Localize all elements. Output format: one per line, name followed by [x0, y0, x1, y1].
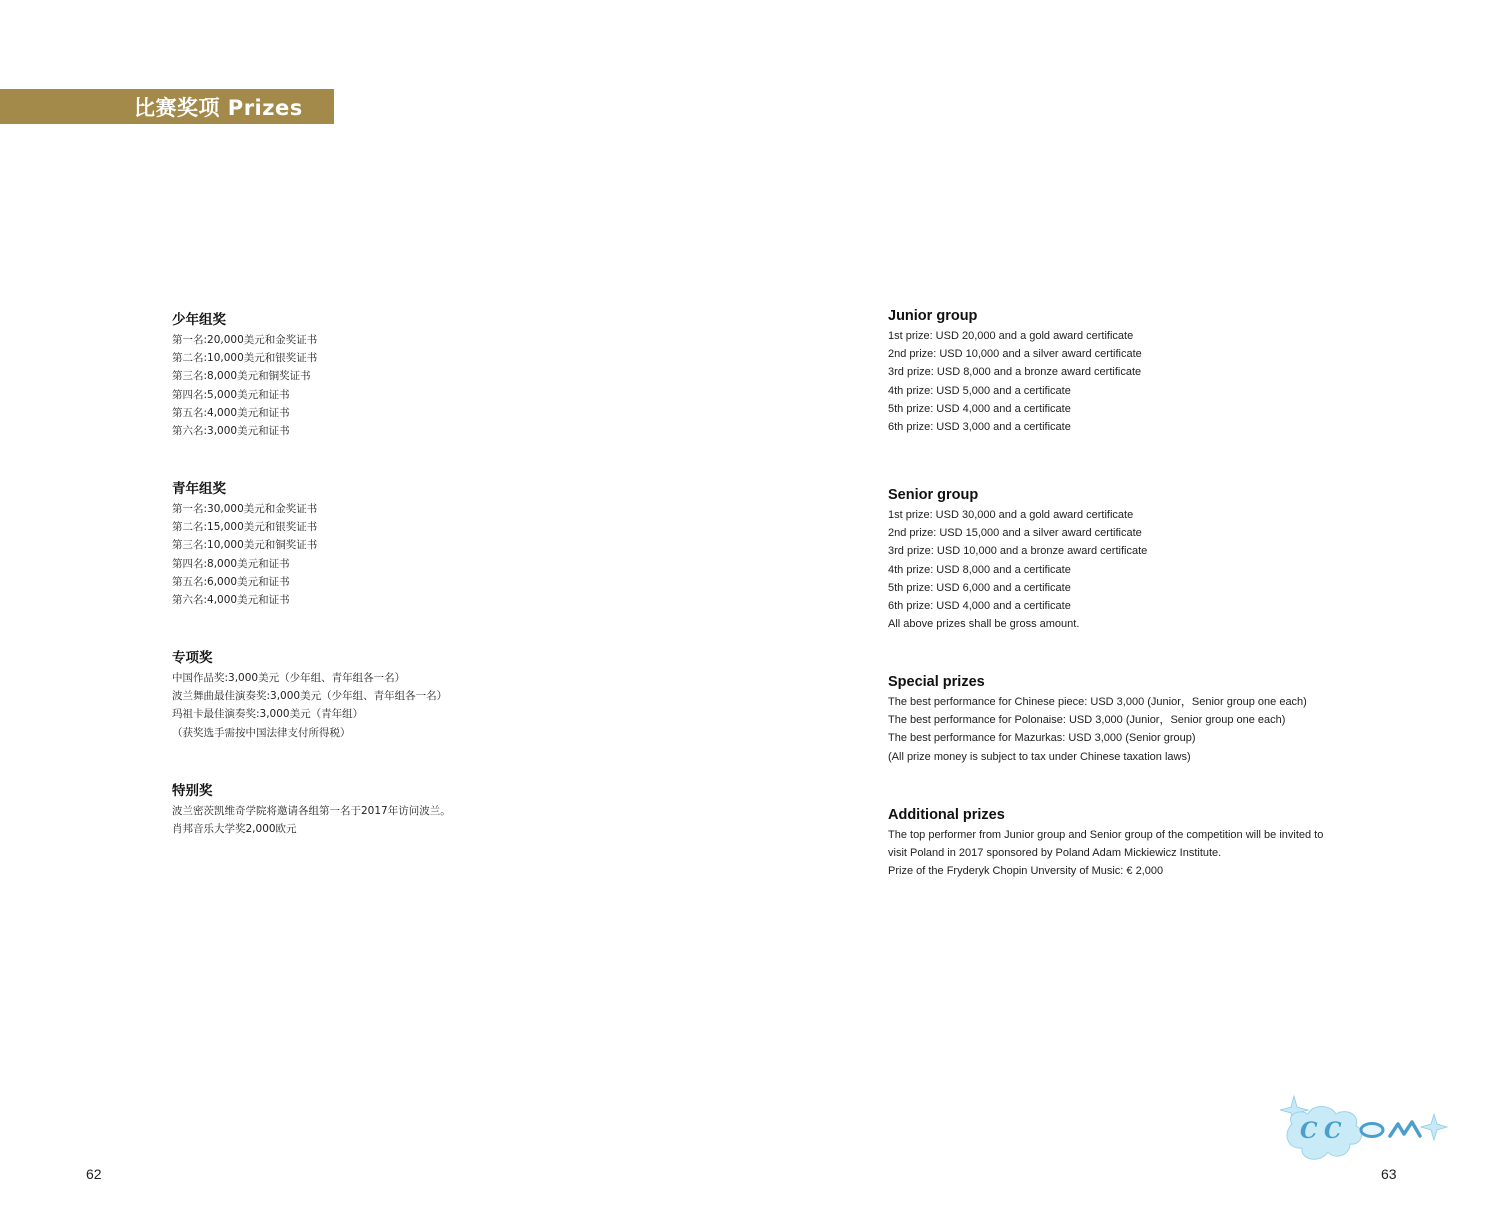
cn-additional-line: 肖邦音乐大学奖2,000欧元 — [172, 823, 297, 836]
en-junior-heading: Junior group — [888, 308, 978, 324]
en-senior-line: 5th prize: USD 6,000 and a certificate — [888, 581, 1071, 594]
page-number-left: 62 — [86, 1166, 102, 1182]
cn-senior-line: 第五名:6,000美元和证书 — [172, 575, 290, 588]
cn-junior-line: 第六名:3,000美元和证书 — [172, 424, 290, 437]
en-special-line: The best performance for Chinese piece: USD 3,000 (Junior，Senior group one each) — [888, 696, 1307, 708]
en-special-line: The best performance for Mazurkas: USD 3,000 (Senior group) — [888, 732, 1196, 745]
en-senior-line: 6th prize: USD 4,000 and a certificate — [888, 599, 1071, 612]
en-junior-line: 3rd prize: USD 8,000 and a bronze award certificate — [888, 366, 1142, 379]
en-senior-line: 1st prize: USD 30,000 and a gold award certificate — [888, 509, 1134, 521]
en-senior-note: All above prizes shall be gross amount. — [888, 618, 1080, 631]
en-junior-line: 2nd prize: USD 10,000 and a silver award certificate — [888, 348, 1142, 361]
cn-senior-heading: 青年组奖 — [172, 481, 226, 497]
cn-special-line: 波兰舞曲最佳演奏奖:3,000美元（少年组、青年组各一名） — [172, 690, 448, 703]
cn-junior-line: 第二名:10,000美元和银奖证书 — [172, 352, 318, 365]
cn-additional-line: 波兰密茨凯维奇学院将邀请各组第一名于2017年访问波兰。 — [172, 805, 451, 817]
cn-special-section — [172, 647, 447, 742]
cn-senior-section — [172, 478, 317, 609]
cn-senior-line: 第六名:4,000美元和证书 — [172, 593, 290, 606]
en-senior-line: 2nd prize: USD 15,000 and a silver award certificate — [888, 527, 1142, 540]
page-number-right: 63 — [1381, 1166, 1397, 1182]
en-additional-line: visit Poland in 2017 sponsored by Poland Adam Mickiewicz Institute. — [888, 847, 1222, 860]
en-special-section — [888, 671, 1307, 766]
page-title: 比赛奖项 Prizes — [134, 95, 303, 120]
cn-senior-line: 第四名:8,000美元和证书 — [172, 557, 290, 570]
cn-junior-section — [172, 309, 317, 440]
svg-text:C: C — [1300, 1118, 1318, 1144]
en-junior-section — [888, 305, 1142, 436]
svg-text:C: C — [1324, 1118, 1342, 1144]
cn-junior-line: 第一名:20,000美元和金奖证书 — [172, 334, 318, 346]
cn-junior-line: 第四名:5,000美元和证书 — [172, 388, 290, 401]
en-senior-line: 4th prize: USD 8,000 and a certificate — [888, 563, 1071, 576]
en-senior-section — [888, 484, 1147, 633]
cn-senior-line: 第三名:10,000美元和铜奖证书 — [172, 539, 318, 552]
en-additional-section — [888, 804, 1323, 881]
cn-special-line: 玛祖卡最佳演奏奖:3,000美元（青年组） — [172, 708, 364, 721]
en-special-line: (All prize money is subject to tax under Chinese taxation laws) — [888, 750, 1191, 763]
cn-special-line: （获奖选手需按中国法律支付所得税） — [172, 726, 351, 739]
en-junior-line: 6th prize: USD 3,000 and a certificate — [888, 420, 1071, 433]
en-special-heading: Special prizes — [888, 674, 985, 690]
en-junior-line: 5th prize: USD 4,000 and a certificate — [888, 402, 1071, 415]
en-additional-line: Prize of the Fryderyk Chopin Unversity of Music: € 2,000 — [888, 865, 1164, 878]
cn-special-line: 中国作品奖:3,000美元（少年组、青年组各一名） — [172, 672, 406, 684]
cn-senior-line: 第一名:30,000美元和金奖证书 — [172, 503, 318, 515]
en-senior-heading: Senior group — [888, 487, 979, 503]
ccom-logo-icon — [1280, 1094, 1448, 1168]
en-junior-line: 4th prize: USD 5,000 and a certificate — [888, 384, 1071, 397]
cn-additional-section — [172, 780, 451, 838]
cn-senior-line: 第二名:15,000美元和银奖证书 — [172, 521, 318, 534]
en-special-line: The best performance for Polonaise: USD 3,000 (Junior，Senior group one each) — [888, 714, 1286, 727]
cn-special-heading: 专项奖 — [172, 650, 213, 666]
en-senior-line: 3rd prize: USD 10,000 and a bronze award certificate — [888, 545, 1148, 558]
en-junior-line: 1st prize: USD 20,000 and a gold award certificate — [888, 330, 1134, 342]
en-additional-heading: Additional prizes — [888, 807, 1005, 823]
cn-junior-line: 第五名:4,000美元和证书 — [172, 406, 290, 419]
cn-junior-line: 第三名:8,000美元和铜奖证书 — [172, 370, 311, 383]
header-bar — [0, 89, 334, 124]
en-additional-line: The top performer from Junior group and Senior group of the competition will be invited to — [888, 829, 1324, 841]
cn-junior-heading: 少年组奖 — [172, 312, 226, 328]
cn-additional-heading: 特别奖 — [172, 783, 213, 799]
